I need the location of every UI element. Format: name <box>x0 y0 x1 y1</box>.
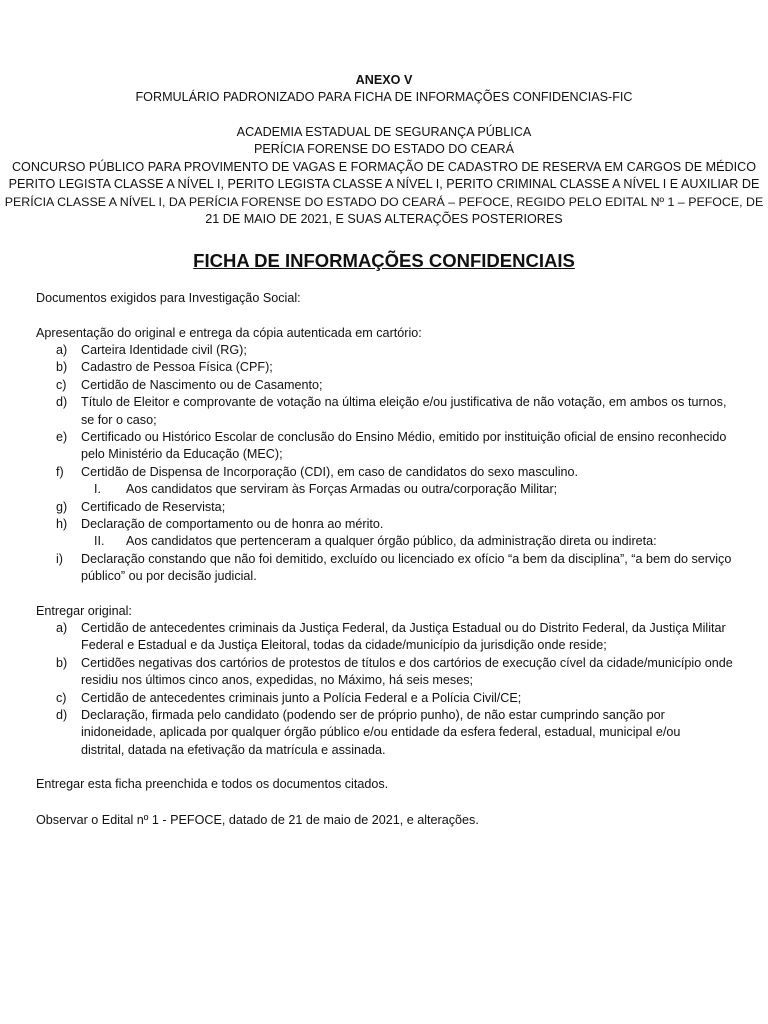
list-item <box>36 464 732 481</box>
item-text: distrital, datada na efetivação da matrícula e assinada. <box>81 742 386 757</box>
institution-line: PERÍCIA FORENSE DO ESTADO DO CEARÁ <box>253 142 515 157</box>
item-text: Certidão de Nascimento ou de Casamento; <box>81 377 323 392</box>
item-text: Federal e Estadual e da Justiça Eleitoral, todas da cidade/município da jurisdição onde reside; <box>81 638 607 653</box>
item-marker: a) <box>56 343 68 357</box>
item-text: Certidão de antecedentes criminais junto a Polícia Federal e a Polícia Civil/CE; <box>81 690 522 705</box>
item-marker: I. <box>94 482 101 497</box>
item-text: inidoneidade, aplicada por qualquer órgão público e/ou entidade da esfera federal, estadual, municipal e/ou <box>81 725 681 740</box>
list-subitem <box>36 481 732 498</box>
item-text: Certificado ou Histórico Escolar de conclusão do Ensino Médio, emitido por instituição oficial de ensino reconhecido <box>81 430 727 445</box>
institution-line: CONCURSO PÚBLICO PARA PROVIMENTO DE VAGAS E FORMAÇÃO DE CADASTRO DE RESERVA EM CARGOS DE MÉDICO <box>11 159 757 174</box>
list-item <box>36 359 732 376</box>
closing-instruction: Entregar esta ficha preenchida e todos os documentos citados. <box>36 777 389 791</box>
institution-line: ACADEMIA ESTADUAL DE SEGURANÇA PÚBLICA <box>236 125 532 139</box>
institution-block <box>0 124 768 228</box>
list-item <box>36 394 732 429</box>
item-marker: b) <box>56 655 68 670</box>
item-text: Aos candidatos que serviram às Forças Armadas ou outra/corporação Militar; <box>126 482 558 497</box>
item-marker: b) <box>56 360 68 375</box>
item-marker: i) <box>56 551 63 566</box>
item-text: se for o caso; <box>81 412 157 427</box>
document-title: FICHA DE INFORMAÇÕES CONFIDENCIAIS <box>193 250 575 271</box>
item-marker: h) <box>56 517 68 532</box>
section2-list <box>36 620 732 759</box>
item-text: Certidão de Dispensa de Incorporação (CDI), em caso de candidatos do sexo masculino. <box>81 464 579 479</box>
annex-label: ANEXO V <box>355 73 413 87</box>
section2-intro: Entregar original: <box>36 604 132 618</box>
item-text: Certidão de antecedentes criminais da Justiça Federal, da Justiça Estadual ou do Distrito Federal, da Justiça Militar <box>81 621 726 635</box>
list-item <box>36 655 732 690</box>
document-header <box>0 72 768 107</box>
item-text: Cadastro de Pessoa Física (CPF); <box>81 360 273 375</box>
item-text: público” ou por decisão judicial. <box>81 569 257 584</box>
item-text: Declaração constando que não foi demitido, excluído ou licenciado ex ofício “a bem da disciplina”, “a bem do serviço <box>81 551 732 566</box>
list-item <box>36 429 732 464</box>
item-marker: c) <box>56 690 67 705</box>
item-marker: II. <box>94 534 105 549</box>
institution-line: PERÍCIA CLASSE A NÍVEL I, DA PERÍCIA FORENSE DO ESTADO DO CEARÁ – PEFOCE, REGIDO PELO EDITAL Nº 1 – PEFOCE, DE <box>4 194 764 209</box>
list-item <box>36 690 732 707</box>
item-text: Aos candidatos que pertenceram a qualquer órgão público, da administração direta ou indireta: <box>126 534 657 549</box>
item-text: Declaração, firmada pelo candidato (podendo ser de próprio punho), de não estar cumprindo sanção por <box>81 708 665 723</box>
item-text: Certidões negativas dos cartórios de protestos de títulos e dos cartórios de execução cível da cidade/município onde <box>81 655 733 670</box>
list-item <box>36 377 732 394</box>
closing-edital-note: Observar o Edital nº 1 - PEFOCE, datado de 21 de maio de 2021, e alterações. <box>36 813 479 827</box>
list-subitem <box>36 533 732 550</box>
item-text: Declaração de comportamento ou de honra ao mérito. <box>81 517 384 532</box>
form-title: FORMULÁRIO PADRONIZADO PARA FICHA DE INFORMAÇÕES CONFIDENCIAS-FIC <box>135 90 633 105</box>
institution-line: 21 DE MAIO DE 2021, E SUAS ALTERAÇÕES POSTERIORES <box>205 212 563 227</box>
item-marker: e) <box>56 430 68 445</box>
item-marker: d) <box>56 395 68 410</box>
list-item <box>36 342 732 359</box>
item-marker: c) <box>56 377 67 392</box>
item-text: pelo Ministério da Educação (MEC); <box>81 447 283 462</box>
item-text: Carteira Identidade civil (RG); <box>81 343 247 357</box>
list-item <box>36 620 732 655</box>
item-marker: a) <box>56 621 68 635</box>
list-item <box>36 707 732 759</box>
list-item <box>36 516 732 533</box>
list-item <box>36 551 732 586</box>
item-marker: d) <box>56 708 68 723</box>
section1-list <box>36 342 732 586</box>
item-text: residiu nos últimos cinco anos, expedidas, no Máximo, há seis meses; <box>81 673 473 688</box>
item-text: Certificado de Reservista; <box>81 499 226 514</box>
institution-line: PERITO LEGISTA CLASSE A NÍVEL I, PERITO LEGISTA CLASSE A NÍVEL I, PERITO CRIMINAL CLASSE A NÍVEL I E AUXILIAR DE <box>8 177 760 192</box>
list-item <box>36 499 732 516</box>
item-marker: f) <box>56 464 64 479</box>
docs-required-label: Documentos exigidos para Investigação Social: <box>36 291 301 305</box>
item-marker: g) <box>56 499 68 514</box>
section1-intro: Apresentação do original e entrega da cópia autenticada em cartório: <box>36 326 422 340</box>
item-text: Título de Eleitor e comprovante de votação na última eleição e/ou justificativa de não votação, em ambos os turnos, <box>81 395 727 410</box>
